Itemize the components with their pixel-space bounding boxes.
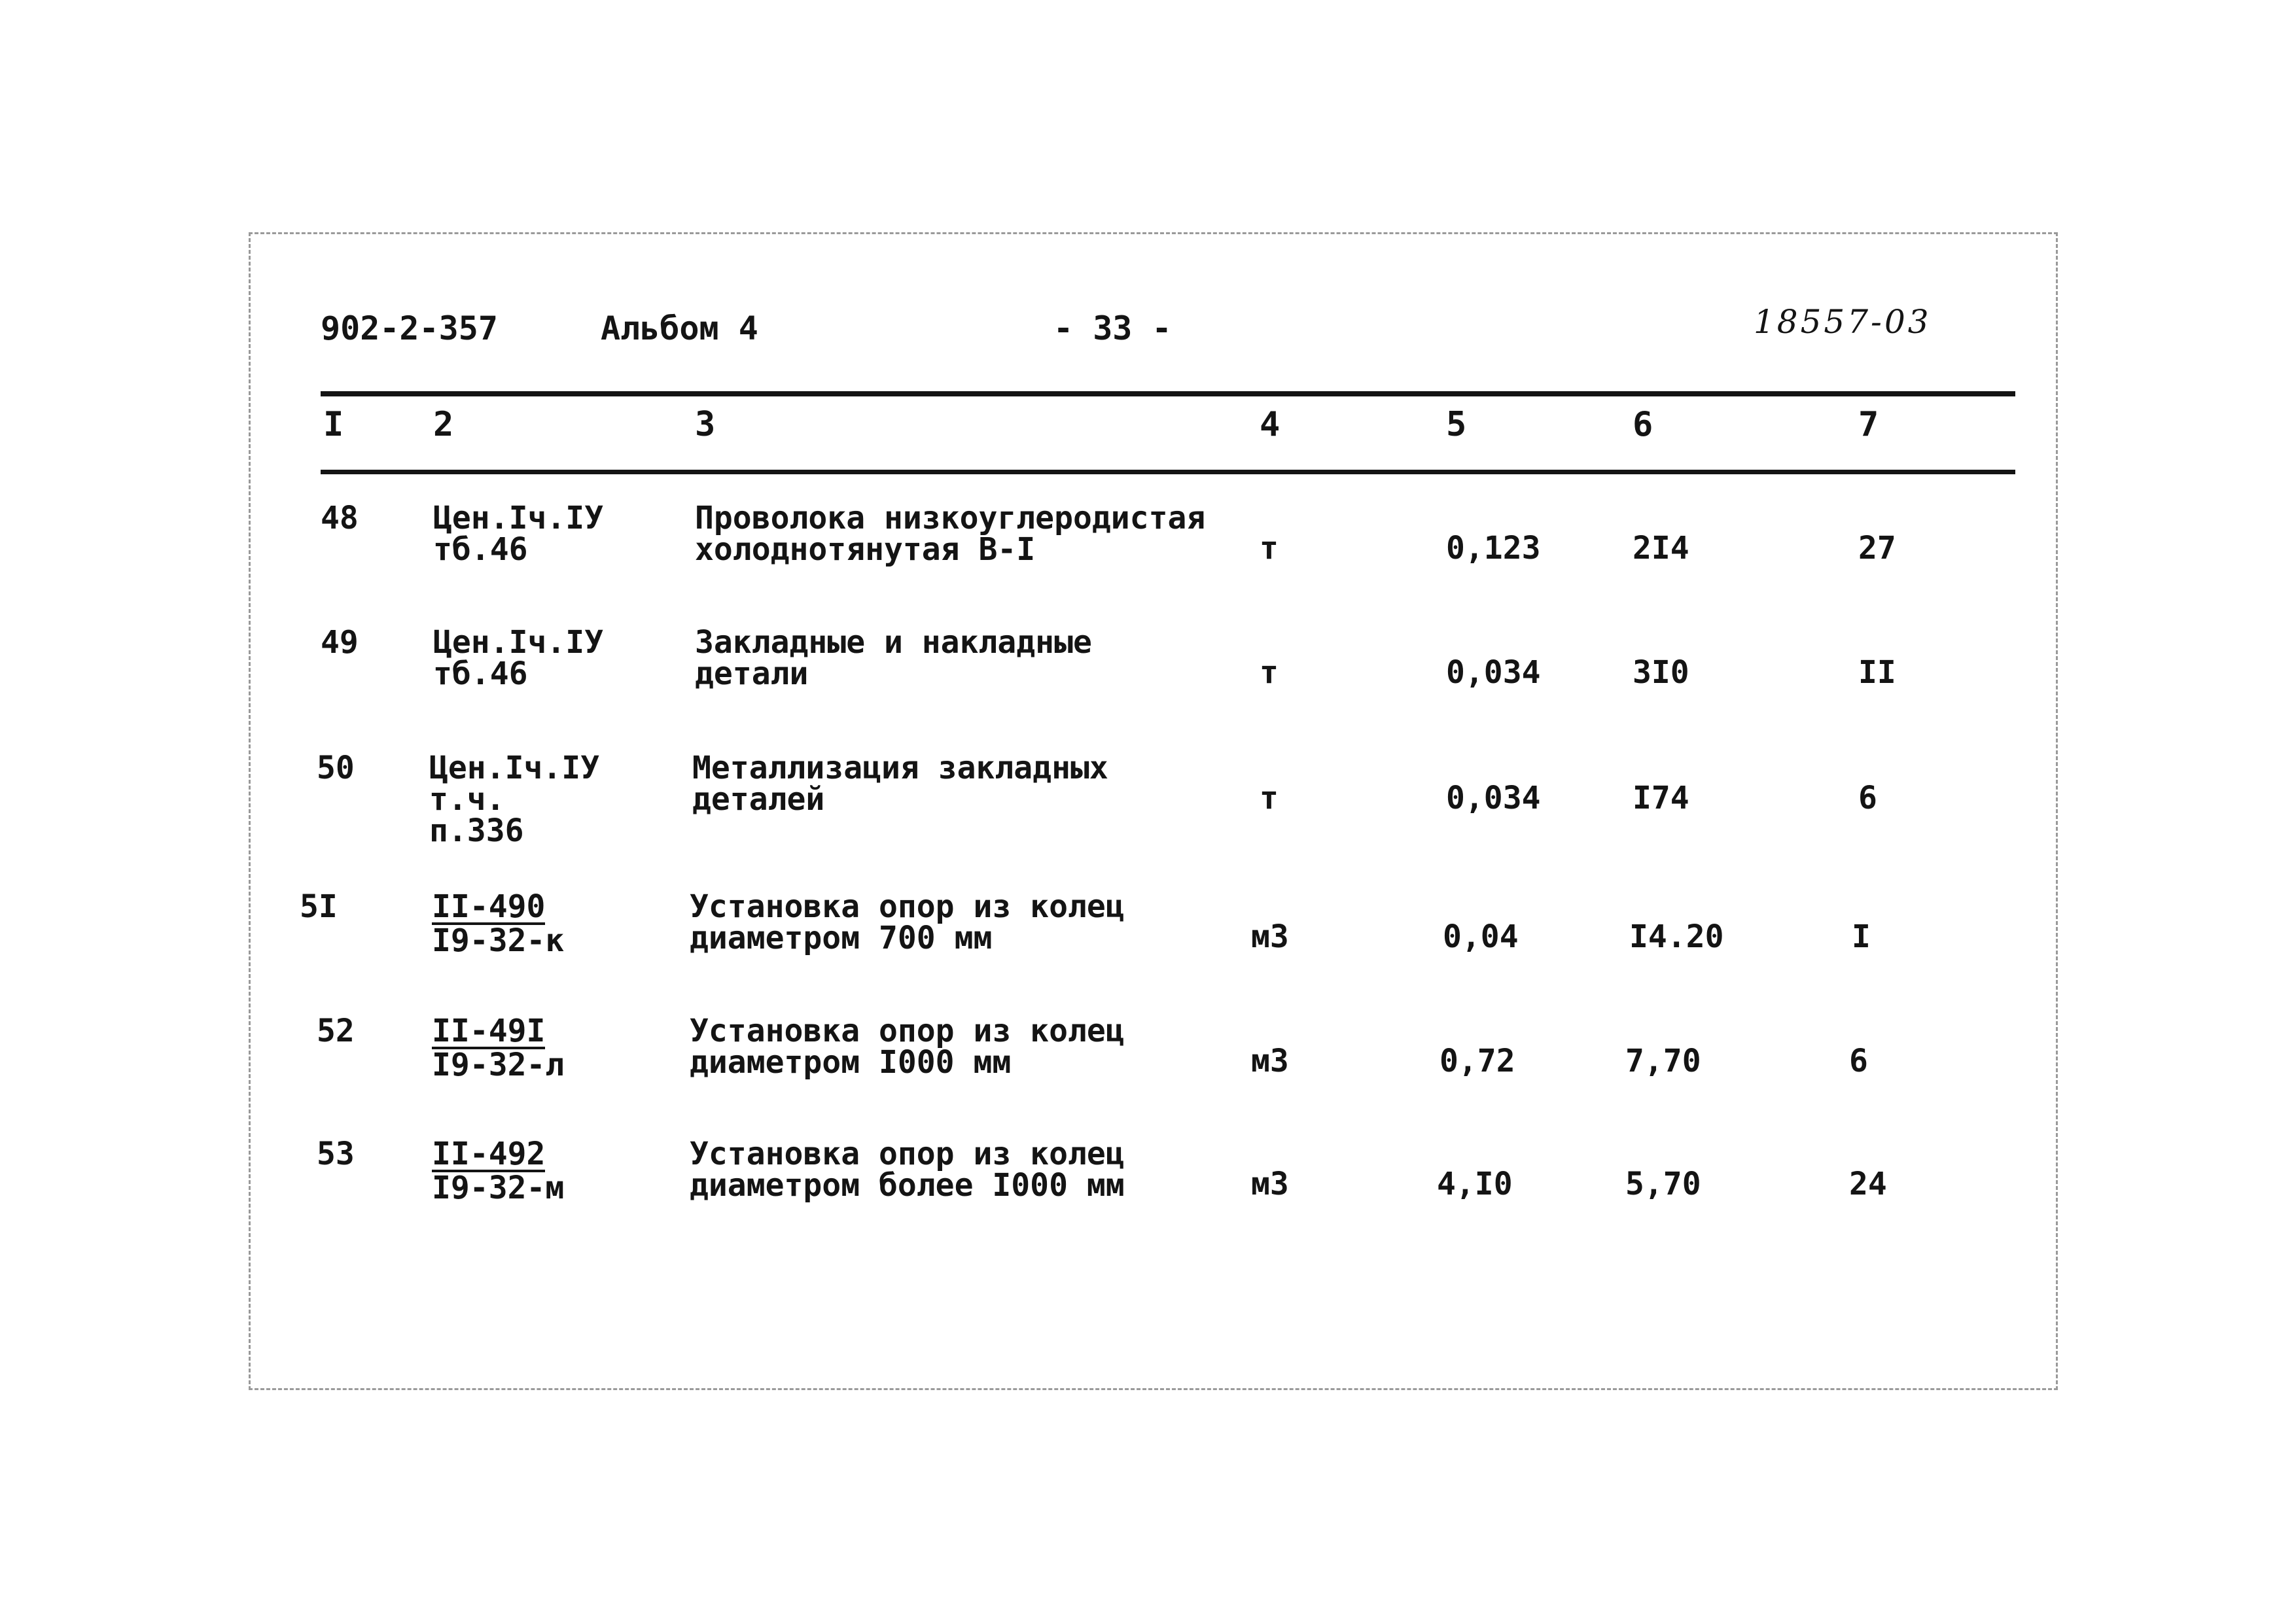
row-reference bbox=[432, 1015, 564, 1081]
row-price: 3I0 bbox=[1633, 654, 1689, 691]
row-reference bbox=[432, 1138, 564, 1204]
reference-numerator: II-492 bbox=[432, 1136, 546, 1172]
reference-numerator: II-490 bbox=[432, 888, 546, 925]
row-reference: Цен.Iч.IУ тб.46 bbox=[433, 624, 604, 692]
table-row bbox=[0, 1134, 2296, 1252]
row-total: 6 bbox=[1858, 780, 1877, 816]
column-header-4: 4 bbox=[1260, 405, 1280, 444]
row-total: 27 bbox=[1858, 530, 1896, 567]
row-reference: Цен.Iч.IУ тб.46 bbox=[433, 500, 604, 568]
table-row bbox=[0, 623, 2296, 741]
column-header-1: I bbox=[323, 405, 344, 444]
row-unit: м3 bbox=[1251, 1043, 1289, 1079]
document-code: 902-2-357 bbox=[321, 309, 498, 347]
table-row bbox=[0, 748, 2296, 866]
column-header-3: 3 bbox=[695, 405, 716, 444]
row-description: Металлизация закладных деталей bbox=[692, 750, 1108, 818]
row-total: II bbox=[1858, 654, 1896, 691]
row-description: Установка опор из колец диаметром 700 мм bbox=[690, 888, 1125, 956]
page-number: - 33 - bbox=[1053, 309, 1172, 347]
row-reference bbox=[432, 888, 565, 959]
row-unit: т bbox=[1260, 654, 1279, 691]
row-unit: м3 bbox=[1251, 1166, 1289, 1202]
row-number: 48 bbox=[321, 500, 359, 536]
reference-denominator: I9-32-к bbox=[432, 922, 565, 959]
row-price: I4.20 bbox=[1629, 918, 1724, 955]
row-quantity: 0,72 bbox=[1439, 1043, 1515, 1079]
reference-denominator: I9-32-м bbox=[432, 1170, 565, 1206]
row-number: 53 bbox=[317, 1136, 355, 1172]
table-header-rule bbox=[321, 470, 2015, 474]
table-row bbox=[0, 887, 2296, 1005]
row-number: 52 bbox=[317, 1013, 355, 1049]
row-description: Закладные и накладные детали bbox=[695, 624, 1092, 692]
row-unit: т bbox=[1260, 780, 1279, 816]
column-header-5: 5 bbox=[1446, 405, 1467, 444]
handwritten-number: 18557-03 bbox=[1754, 303, 1932, 341]
row-price: 2I4 bbox=[1633, 530, 1689, 567]
row-price: 5,70 bbox=[1625, 1166, 1701, 1202]
row-total: 6 bbox=[1849, 1043, 1868, 1079]
row-price: 7,70 bbox=[1625, 1043, 1701, 1079]
row-quantity: 0,034 bbox=[1446, 780, 1541, 816]
reference-numerator: II-49I bbox=[432, 1013, 546, 1049]
row-quantity: 0,04 bbox=[1443, 918, 1519, 955]
row-description: Установка опор из колец диаметром I000 мм bbox=[690, 1013, 1125, 1081]
column-header-7: 7 bbox=[1858, 405, 1879, 444]
column-header-6: 6 bbox=[1633, 405, 1653, 444]
row-number: 49 bbox=[321, 624, 359, 661]
row-price: I74 bbox=[1633, 780, 1689, 816]
row-reference: Цен.Iч.IУ т.ч. п.336 bbox=[429, 750, 600, 849]
row-unit: м3 bbox=[1251, 918, 1289, 955]
reference-denominator: I9-32-л bbox=[432, 1047, 565, 1083]
row-quantity: 0,034 bbox=[1446, 654, 1541, 691]
album-label: Альбом 4 bbox=[601, 309, 758, 347]
row-unit: т bbox=[1260, 530, 1279, 567]
table-row bbox=[0, 498, 2296, 616]
column-header-2: 2 bbox=[433, 405, 454, 444]
row-quantity: 0,123 bbox=[1446, 530, 1541, 567]
row-total: I bbox=[1852, 918, 1871, 955]
row-total: 24 bbox=[1849, 1166, 1887, 1202]
table-row bbox=[0, 1011, 2296, 1129]
row-number: 50 bbox=[317, 750, 355, 786]
table-top-rule bbox=[321, 391, 2015, 396]
row-description: Проволока низкоуглеродистая холоднотянутая В-I bbox=[695, 500, 1206, 568]
row-number: 5I bbox=[300, 888, 338, 925]
row-description: Установка опор из колец диаметром более I000 мм bbox=[690, 1136, 1125, 1204]
row-quantity: 4,I0 bbox=[1437, 1166, 1513, 1202]
